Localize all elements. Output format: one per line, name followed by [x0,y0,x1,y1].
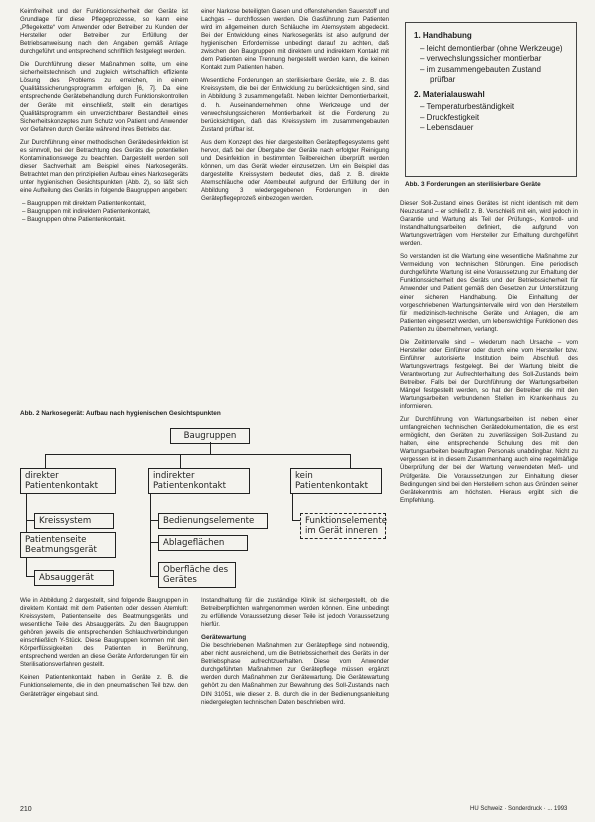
text-column-middle [201,8,389,208]
paragraph: Keimfreiheit und der Funktionssicherheit der Geräte ist Grundlage für diese Pflegeprozesse, so kann eine „Pflegekette“ vom Anwender oder Betreiber zu Kunden der Hersteller oder Betreiber zur Erfüllung der Betriebsanweisung nach den Angaben gemäß Anlage durchgeführt und entsprechend schriftlich festgelegt werden. [20,8,188,56]
paragraph: Aus dem Konzept des hier dargestellten Gerätepflegesystems geht hervor, daß bei der Übergabe der Geräte nach erfolgter Reinigung und Desinfektion in bestimmten Teilbereichen überprüft werden können, um das Gerät wieder einzusetzen. Um ein Beispiel das dargestellte Kreissystem bedeutet dies, daß z. B. direkte Atemschläuche oder Atembeutel aufgrund der Erfüllung der in Abbildung 3 wiedergegebenen Forderungen in den Gerätepflegeprozeß einbezogen werden. [201,138,389,203]
node-bedienungselemente: Bedienungselemente [158,513,268,529]
node-direct-contact: direkter Patientenkontakt [20,468,116,494]
text-column-left [20,8,188,229]
paragraph: So verstanden ist die Wartung eine wesentliche Maßnahme zur Vermeidung von technischen Störungen. Eine periodisch durchgeführte Wartung ist eine Voraussetzung zur Erhaltung der Funktionssicherheit des Geräts und der Betriebssicherheit für Anwender und Patient gemäß den Gesetzen zur Unterstützung einer sicheren Handhabung. Die Einhaltung der vorgeschriebenen Wartungsintervalle wird von den Herstellern für medizinisch-technische Geräte und Anlagen, die am Patienten eingesetzt werden, um lebenswichtige Funktionen des Patienten zu übernehmen, verlangt. [400,253,578,333]
paragraph: Wie in Abbildung 2 dargestellt, sind folgende Baugruppen in direktem Kontakt mit dem Patienten oder dessen Atemluft: Kreissystem, Patientenseite des Beatmungsgeräts und wesentliche Teile des Absauggeräts. Zu den Baugruppen gehören jeweils die entsprechenden Schlauchverbindungen einschließlich Y-Stück. Diese Baugruppen kommen mit den Körperflüssigkeiten des Patienten in Berührung, entsprechend werden an diese Geräte Anforderungen für ein Sterilisationsverfahren gestellt. [20,597,188,669]
paragraph: Keinen Patientenkontakt haben in Geräte z. B. die Funktionselemente, die in den pneumatischen Teil bzw. den Geräteträger eingebaut sind. [20,674,188,698]
paragraph: Die beschriebenen Maßnahmen zur Gerätepflege sind notwendig, aber nicht ausreichend, um die Betriebssicherheit des Geräts in der Betriebsphase aufrechtzuerhalten. Diese vom Anwender durchgeführten Maßnahmen zur Gerätepflege müssen ergänzt werden durch Maßnahmen zur Gerätewartung. Die Gerätewartung gehört zu den Maßnahmen zur Bewahrung des Soll-Zustands nach DIN 31051, wie dieser z. B. durch die in der Bedienungsanleitung niedergelegten technischen Daten beschrieben wird. [201,642,389,706]
figure-3-section-title: 1. Handhabung [414,31,472,40]
figure-3-item: – im zusammengebauten Zustand prüfbar [430,65,568,86]
figure-3-item: – verwechslungssicher montierbar [430,54,568,65]
text-column-middle-bottom [201,597,389,712]
figure-3-section-title: 2. Materialauswahl [414,89,485,99]
paragraph: Dieser Soll-Zustand eines Gerätes ist nicht identisch mit dem Neuzustand – er schließt z. B. Verschleiß mit ein, wird jedoch in Garantie und Wartung als Teil der Prüfungs-, Kontroll- und Instandhaltungsarbeiten definiert, die aufgrund von Wartungsverträgen vom Hersteller zur Erhaltung durchgeführt werden. [400,200,578,248]
figure-3-caption [405,181,577,188]
node-patientenseite: Patientenseite Beatmungsgerät [20,532,116,558]
node-funktionselemente: Funktionselemente im Gerät inneren [300,513,386,539]
figure-3-item: – Druckfestigkeit [430,113,568,124]
node-ablageflaechen: Ablageflächen [158,535,248,551]
list [20,200,188,224]
list-item: – Baugruppen mit direktem Patientenkontakt, [30,200,188,208]
figure-2-caption [20,410,390,417]
node-no-contact: kein Patientenkontakt [290,468,382,494]
paragraph: Die Zeitintervalle sind – wiederum nach Ursache – vom Hersteller oder Einführer oder durch eine vom Hersteller bzw. Einführer autorisierte Institution beim Abschluß des Wartungsvertrags festgelegt. Bei der Wartung bleibt die Verantwortung zur Aufrechterhaltung des Soll-Zustands beim Betreiber. Falls bei der Durchführung der Wartungsarbeiten Mängel festgestellt werden, so hat der Betreiber die mit den Wartungsarbeiten verbundenen Stellen im Krankenhaus zu informieren. [400,338,578,411]
node-kreissystem: Kreissystem [34,513,114,529]
page-number: 210 [20,806,32,813]
figure-3-item: – Temperaturbeständigkeit [430,102,568,113]
figure-3-number: Abb. 3 [405,181,425,188]
paragraph: Die Durchführung dieser Maßnahmen sollte, um eine sicherheitstechnisch und zugleich wirtschaftlich effiziente Lösung des Problems zu erreichen, in einem Qualitätssicherungsprogramm erfolgen [6, 7]. Da eine entsprechende Gerätebehandlung durch Funktionskontrollen der Geräte mit einschließt, stellt ein derartiges Qualitätsprogramm ein unverzichtbarer Bestandteil eines Sicherheitskonzeptes zum Schutz von Patient und Anwender vor Gefahren durch Geräte während ihres Betriebs dar. [20,61,188,133]
paragraph: Zur Durchführung von Wartungsarbeiten ist neben einer umfangreichen technischen Gerätedokumentation, die es erst ermöglicht, den Geräten zu zuverlässigen Soll-Zustand zu halten, eine entsprechende Schulung des mit den Wartungsarbeiten beauftragten Personals unabdingbar. Nicht zu vergessen ist in diesem Zusammenhang auch eine regelmäßige Überprüfung der bei der Wartung verwendeten Meß- und Prüfgeräte. Die Voraussetzungen zur Einhaltung dieser Bedingungen sind bei den Herstellern schon aus Gründen seiner Gerätekenntnis am höchsten. Hieraus ergibt sich die Empfehlung. [400,416,578,504]
figure-3-box [405,22,577,177]
paragraph: Wesentliche Forderungen an sterilisierbare Geräte, wie z. B. das Kreissystem, die bei der Entwicklung zu berücksichtigen sind, sind in Abbildung 3 zusammengefaßt. Neben leichter Demontierbarkeit, d. h. Auseinandernehmen ohne Werkzeuge und der verwechslungssicheren Montierbarkeit ist die Forderung zu berücksichtigen, daß das Kreissystem im zusammengebauten Zustand prüfbar ist. [201,77,389,133]
node-root: Baugruppen [170,428,250,444]
text-column-right [400,200,578,510]
node-oberflaeche: Oberfläche des Gerätes [158,562,236,588]
paragraph: einer Narkose beteiligten Gasen und offenstehenden Sauerstoff und Lachgas – durchflossen werden. Die Gasführung zum Patienten wird im allgemeinen durch Schläuche im Atemsystem abgedeckt. Bei der Entwicklung eines Narkosegeräts ist also aufgrund der hygienischen Erfordernisse unbedingt darauf zu achten, daß zwischen den Baugruppen mit direktem und indirektem Kontakt mit dem Patienten eine Trennung hergestellt werden kann, die keinen Kontakt zum Patienten haben. [201,8,389,72]
list-item: – Baugruppen ohne Patientenkontakt. [30,216,188,224]
figure-3-caption-text: Forderungen an sterilisierbare Geräte [426,181,541,188]
text-column-left-bottom [20,597,188,704]
paragraph: Zur Durchführung einer methodischen Gerätedesinfektion ist es sinnvoll, bei der Betrachtung des Geräts die potentiellen Kontaminationswege zu beachten. Dargestellt werden soll dieser Sachverhalt am Beispiel eines Narkosegeräts. Betrachtet man den prinzipiellen Aufbau eines Narkosegeräts unter hygienischen Gesichtspunkten (Abb. 2), so läßt sich eine Aufteilung des Geräts in folgende Baugruppen angeben: [20,138,188,194]
node-absauggeraet: Absauggerät [34,570,114,586]
journal-reference: HU Schweiz · Sonderdruck · ... 1993 [470,806,568,812]
figure-3-item: – Lebensdauer [430,123,568,134]
list-item: – Baugruppen mit indirektem Patientenkontakt, [30,208,188,216]
section-heading: Gerätewartung [201,634,247,642]
figure-2-diagram [20,420,390,590]
figure-2-caption-text: Narkosegerät: Aufbau nach hygienischen Gesichtspunkten [41,410,221,417]
figure-2-number: Abb. 2 [20,410,40,417]
node-indirect-contact: indirekter Patientenkontakt [148,468,250,494]
paragraph: Instandhaltung für die zuständige Klinik ist sichergestellt, ob die Betreiberpflichten wahrgenommen werden können. Eine unbedingt zu erfüllende Voraussetzung dieser Teile ist jedoch Voraussetzung hierfür. [201,597,389,629]
figure-3-item: – leicht demontierbar (ohne Werkzeuge) [430,44,568,55]
